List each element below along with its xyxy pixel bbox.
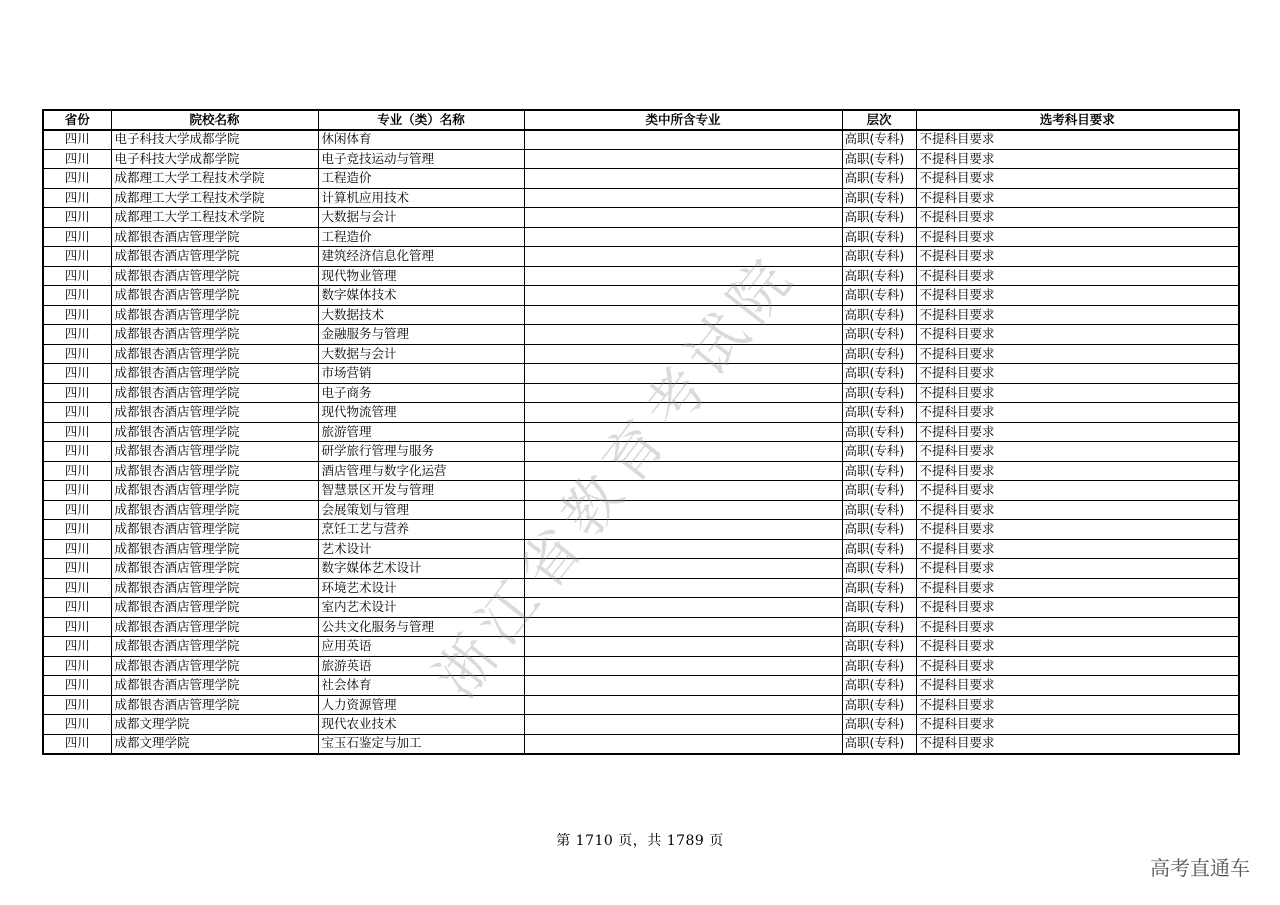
cell-included-majors [524, 461, 842, 481]
cell-level: 高职(专科) [842, 325, 916, 345]
cell-included-majors [524, 227, 842, 247]
table-row [43, 734, 1239, 754]
cell-school-name: 电子科技大学成都学院 [111, 130, 318, 150]
cell-subject-requirement: 不提科目要求 [916, 676, 1239, 696]
table-row [43, 286, 1239, 306]
cell-school-name: 成都银杏酒店管理学院 [111, 676, 318, 696]
cell-included-majors [524, 130, 842, 150]
cell-subject-requirement: 不提科目要求 [916, 617, 1239, 637]
table-row [43, 188, 1239, 208]
cell-province: 四川 [43, 481, 111, 501]
cell-level: 高职(专科) [842, 559, 916, 579]
table-row [43, 422, 1239, 442]
cell-included-majors [524, 617, 842, 637]
cell-level: 高职(专科) [842, 442, 916, 462]
cell-province: 四川 [43, 637, 111, 657]
cell-level: 高职(专科) [842, 247, 916, 267]
cell-included-majors [524, 325, 842, 345]
table-row [43, 637, 1239, 657]
cell-subject-requirement: 不提科目要求 [916, 481, 1239, 501]
cell-school-name: 成都银杏酒店管理学院 [111, 305, 318, 325]
cell-subject-requirement: 不提科目要求 [916, 286, 1239, 306]
table-row [43, 383, 1239, 403]
cell-school-name: 成都银杏酒店管理学院 [111, 344, 318, 364]
cell-major-name: 旅游英语 [318, 656, 524, 676]
cell-level: 高职(专科) [842, 695, 916, 715]
cell-level: 高职(专科) [842, 676, 916, 696]
cell-school-name: 成都银杏酒店管理学院 [111, 559, 318, 579]
table-row [43, 344, 1239, 364]
cell-included-majors [524, 520, 842, 540]
cell-included-majors [524, 266, 842, 286]
cell-province: 四川 [43, 656, 111, 676]
cell-province: 四川 [43, 598, 111, 618]
cell-subject-requirement: 不提科目要求 [916, 715, 1239, 735]
table-body [43, 130, 1239, 754]
cell-major-name: 金融服务与管理 [318, 325, 524, 345]
cell-major-name: 现代农业技术 [318, 715, 524, 735]
cell-province: 四川 [43, 266, 111, 286]
table-row [43, 169, 1239, 189]
cell-major-name: 旅游管理 [318, 422, 524, 442]
cell-province: 四川 [43, 715, 111, 735]
cell-included-majors [524, 247, 842, 267]
cell-province: 四川 [43, 539, 111, 559]
cell-province: 四川 [43, 188, 111, 208]
cell-level: 高职(专科) [842, 149, 916, 169]
cell-level: 高职(专科) [842, 344, 916, 364]
cell-major-name: 公共文化服务与管理 [318, 617, 524, 637]
cell-subject-requirement: 不提科目要求 [916, 188, 1239, 208]
watermark-text: 浙江省教育考试院 [421, 239, 811, 711]
cell-level: 高职(专科) [842, 130, 916, 150]
cell-subject-requirement: 不提科目要求 [916, 364, 1239, 384]
cell-major-name: 会展策划与管理 [318, 500, 524, 520]
cell-level: 高职(专科) [842, 266, 916, 286]
cell-level: 高职(专科) [842, 520, 916, 540]
cell-level: 高职(专科) [842, 656, 916, 676]
cell-major-name: 建筑经济信息化管理 [318, 247, 524, 267]
table-row [43, 481, 1239, 501]
cell-school-name: 成都银杏酒店管理学院 [111, 656, 318, 676]
cell-school-name: 电子科技大学成都学院 [111, 149, 318, 169]
cell-school-name: 成都理工大学工程技术学院 [111, 169, 318, 189]
cell-province: 四川 [43, 520, 111, 540]
cell-school-name: 成都银杏酒店管理学院 [111, 325, 318, 345]
cell-level: 高职(专科) [842, 578, 916, 598]
table-row [43, 149, 1239, 169]
cell-major-name: 休闲体育 [318, 130, 524, 150]
cell-level: 高职(专科) [842, 169, 916, 189]
cell-school-name: 成都银杏酒店管理学院 [111, 695, 318, 715]
cell-province: 四川 [43, 383, 111, 403]
cell-subject-requirement: 不提科目要求 [916, 559, 1239, 579]
page-number: 第 1710 页，共 1789 页 [556, 833, 724, 849]
cell-included-majors [524, 578, 842, 598]
cell-major-name: 大数据与会计 [318, 208, 524, 228]
cell-level: 高职(专科) [842, 422, 916, 442]
cell-subject-requirement: 不提科目要求 [916, 149, 1239, 169]
cell-subject-requirement: 不提科目要求 [916, 383, 1239, 403]
cell-included-majors [524, 656, 842, 676]
cell-included-majors [524, 481, 842, 501]
table-row [43, 247, 1239, 267]
cell-level: 高职(专科) [842, 500, 916, 520]
cell-province: 四川 [43, 169, 111, 189]
cell-school-name: 成都银杏酒店管理学院 [111, 539, 318, 559]
cell-school-name: 成都银杏酒店管理学院 [111, 422, 318, 442]
cell-included-majors [524, 403, 842, 423]
cell-included-majors [524, 500, 842, 520]
cell-included-majors [524, 149, 842, 169]
table-row [43, 578, 1239, 598]
cell-major-name: 酒店管理与数字化运营 [318, 461, 524, 481]
cell-major-name: 工程造价 [318, 227, 524, 247]
cell-subject-requirement: 不提科目要求 [916, 500, 1239, 520]
cell-subject-requirement: 不提科目要求 [916, 442, 1239, 462]
cell-province: 四川 [43, 325, 111, 345]
cell-major-name: 室内艺术设计 [318, 598, 524, 618]
cell-included-majors [524, 188, 842, 208]
cell-province: 四川 [43, 559, 111, 579]
brand-logo-text: 高考直通车 [1150, 856, 1250, 880]
cell-level: 高职(专科) [842, 637, 916, 657]
cell-school-name: 成都银杏酒店管理学院 [111, 403, 318, 423]
table-row [43, 208, 1239, 228]
cell-major-name: 人力资源管理 [318, 695, 524, 715]
cell-subject-requirement: 不提科目要求 [916, 130, 1239, 150]
cell-subject-requirement: 不提科目要求 [916, 227, 1239, 247]
cell-province: 四川 [43, 247, 111, 267]
header-subject-requirement: 选考科目要求 [916, 110, 1239, 130]
cell-province: 四川 [43, 364, 111, 384]
cell-included-majors [524, 715, 842, 735]
table-row [43, 500, 1239, 520]
cell-major-name: 计算机应用技术 [318, 188, 524, 208]
cell-included-majors [524, 539, 842, 559]
cell-included-majors [524, 169, 842, 189]
table-row [43, 364, 1239, 384]
cell-level: 高职(专科) [842, 598, 916, 618]
cell-level: 高职(专科) [842, 286, 916, 306]
cell-major-name: 数字媒体技术 [318, 286, 524, 306]
cell-major-name: 工程造价 [318, 169, 524, 189]
cell-subject-requirement: 不提科目要求 [916, 734, 1239, 754]
cell-level: 高职(专科) [842, 715, 916, 735]
cell-province: 四川 [43, 344, 111, 364]
cell-subject-requirement: 不提科目要求 [916, 539, 1239, 559]
table-row [43, 676, 1239, 696]
cell-level: 高职(专科) [842, 364, 916, 384]
cell-major-name: 应用英语 [318, 637, 524, 657]
header-province: 省份 [43, 110, 111, 130]
cell-major-name: 环境艺术设计 [318, 578, 524, 598]
cell-school-name: 成都文理学院 [111, 734, 318, 754]
cell-included-majors [524, 422, 842, 442]
cell-subject-requirement: 不提科目要求 [916, 520, 1239, 540]
cell-subject-requirement: 不提科目要求 [916, 656, 1239, 676]
cell-major-name: 烹饪工艺与营养 [318, 520, 524, 540]
cell-included-majors [524, 637, 842, 657]
cell-province: 四川 [43, 461, 111, 481]
table-row [43, 266, 1239, 286]
cell-subject-requirement: 不提科目要求 [916, 598, 1239, 618]
cell-school-name: 成都银杏酒店管理学院 [111, 364, 318, 384]
table-row [43, 227, 1239, 247]
cell-included-majors [524, 364, 842, 384]
cell-school-name: 成都银杏酒店管理学院 [111, 442, 318, 462]
cell-subject-requirement: 不提科目要求 [916, 208, 1239, 228]
cell-school-name: 成都银杏酒店管理学院 [111, 383, 318, 403]
cell-level: 高职(专科) [842, 734, 916, 754]
cell-province: 四川 [43, 286, 111, 306]
table-row [43, 695, 1239, 715]
table-row [43, 539, 1239, 559]
cell-included-majors [524, 695, 842, 715]
table-row [43, 403, 1239, 423]
cell-school-name: 成都银杏酒店管理学院 [111, 578, 318, 598]
cell-province: 四川 [43, 130, 111, 150]
table-row [43, 598, 1239, 618]
cell-major-name: 大数据技术 [318, 305, 524, 325]
header-major-name: 专业（类）名称 [318, 110, 524, 130]
cell-province: 四川 [43, 403, 111, 423]
table-row [43, 130, 1239, 150]
cell-level: 高职(专科) [842, 227, 916, 247]
cell-level: 高职(专科) [842, 383, 916, 403]
cell-school-name: 成都理工大学工程技术学院 [111, 188, 318, 208]
admissions-table-container [42, 109, 1238, 755]
cell-subject-requirement: 不提科目要求 [916, 325, 1239, 345]
cell-subject-requirement: 不提科目要求 [916, 461, 1239, 481]
cell-school-name: 成都银杏酒店管理学院 [111, 598, 318, 618]
cell-school-name: 成都银杏酒店管理学院 [111, 637, 318, 657]
cell-included-majors [524, 383, 842, 403]
cell-included-majors [524, 286, 842, 306]
admissions-table [42, 109, 1240, 755]
cell-included-majors [524, 442, 842, 462]
cell-school-name: 成都银杏酒店管理学院 [111, 247, 318, 267]
cell-school-name: 成都理工大学工程技术学院 [111, 208, 318, 228]
cell-major-name: 现代物流管理 [318, 403, 524, 423]
cell-province: 四川 [43, 695, 111, 715]
cell-subject-requirement: 不提科目要求 [916, 266, 1239, 286]
cell-province: 四川 [43, 227, 111, 247]
cell-included-majors [524, 208, 842, 228]
cell-school-name: 成都银杏酒店管理学院 [111, 481, 318, 501]
cell-school-name: 成都银杏酒店管理学院 [111, 617, 318, 637]
cell-subject-requirement: 不提科目要求 [916, 578, 1239, 598]
cell-major-name: 宝玉石鉴定与加工 [318, 734, 524, 754]
cell-province: 四川 [43, 617, 111, 637]
cell-included-majors [524, 344, 842, 364]
cell-subject-requirement: 不提科目要求 [916, 169, 1239, 189]
cell-school-name: 成都银杏酒店管理学院 [111, 520, 318, 540]
table-row [43, 559, 1239, 579]
table-row [43, 325, 1239, 345]
cell-province: 四川 [43, 442, 111, 462]
cell-major-name: 电子商务 [318, 383, 524, 403]
table-row [43, 617, 1239, 637]
cell-province: 四川 [43, 578, 111, 598]
table-row [43, 442, 1239, 462]
cell-subject-requirement: 不提科目要求 [916, 305, 1239, 325]
cell-province: 四川 [43, 676, 111, 696]
cell-level: 高职(专科) [842, 403, 916, 423]
cell-school-name: 成都银杏酒店管理学院 [111, 227, 318, 247]
cell-school-name: 成都银杏酒店管理学院 [111, 266, 318, 286]
cell-province: 四川 [43, 149, 111, 169]
cell-province: 四川 [43, 734, 111, 754]
cell-level: 高职(专科) [842, 617, 916, 637]
cell-level: 高职(专科) [842, 188, 916, 208]
cell-level: 高职(专科) [842, 539, 916, 559]
cell-subject-requirement: 不提科目要求 [916, 403, 1239, 423]
table-header-row [43, 110, 1239, 130]
cell-included-majors [524, 559, 842, 579]
cell-major-name: 数字媒体艺术设计 [318, 559, 524, 579]
cell-subject-requirement: 不提科目要求 [916, 247, 1239, 267]
cell-subject-requirement: 不提科目要求 [916, 422, 1239, 442]
cell-major-name: 艺术设计 [318, 539, 524, 559]
table-row [43, 656, 1239, 676]
cell-subject-requirement: 不提科目要求 [916, 344, 1239, 364]
cell-included-majors [524, 598, 842, 618]
cell-province: 四川 [43, 305, 111, 325]
cell-major-name: 社会体育 [318, 676, 524, 696]
cell-major-name: 研学旅行管理与服务 [318, 442, 524, 462]
cell-level: 高职(专科) [842, 208, 916, 228]
cell-school-name: 成都银杏酒店管理学院 [111, 500, 318, 520]
cell-province: 四川 [43, 422, 111, 442]
cell-major-name: 电子竞技运动与管理 [318, 149, 524, 169]
cell-included-majors [524, 676, 842, 696]
cell-level: 高职(专科) [842, 481, 916, 501]
table-row [43, 461, 1239, 481]
table-row [43, 520, 1239, 540]
cell-province: 四川 [43, 208, 111, 228]
header-included-majors: 类中所含专业 [524, 110, 842, 130]
cell-province: 四川 [43, 500, 111, 520]
cell-major-name: 大数据与会计 [318, 344, 524, 364]
cell-subject-requirement: 不提科目要求 [916, 637, 1239, 657]
cell-school-name: 成都银杏酒店管理学院 [111, 286, 318, 306]
cell-included-majors [524, 305, 842, 325]
cell-major-name: 现代物业管理 [318, 266, 524, 286]
cell-subject-requirement: 不提科目要求 [916, 695, 1239, 715]
cell-included-majors [524, 734, 842, 754]
table-row [43, 715, 1239, 735]
header-school-name: 院校名称 [111, 110, 318, 130]
cell-level: 高职(专科) [842, 305, 916, 325]
cell-school-name: 成都银杏酒店管理学院 [111, 461, 318, 481]
cell-major-name: 智慧景区开发与管理 [318, 481, 524, 501]
table-row [43, 305, 1239, 325]
cell-school-name: 成都文理学院 [111, 715, 318, 735]
cell-major-name: 市场营销 [318, 364, 524, 384]
cell-level: 高职(专科) [842, 461, 916, 481]
header-level: 层次 [842, 110, 916, 130]
